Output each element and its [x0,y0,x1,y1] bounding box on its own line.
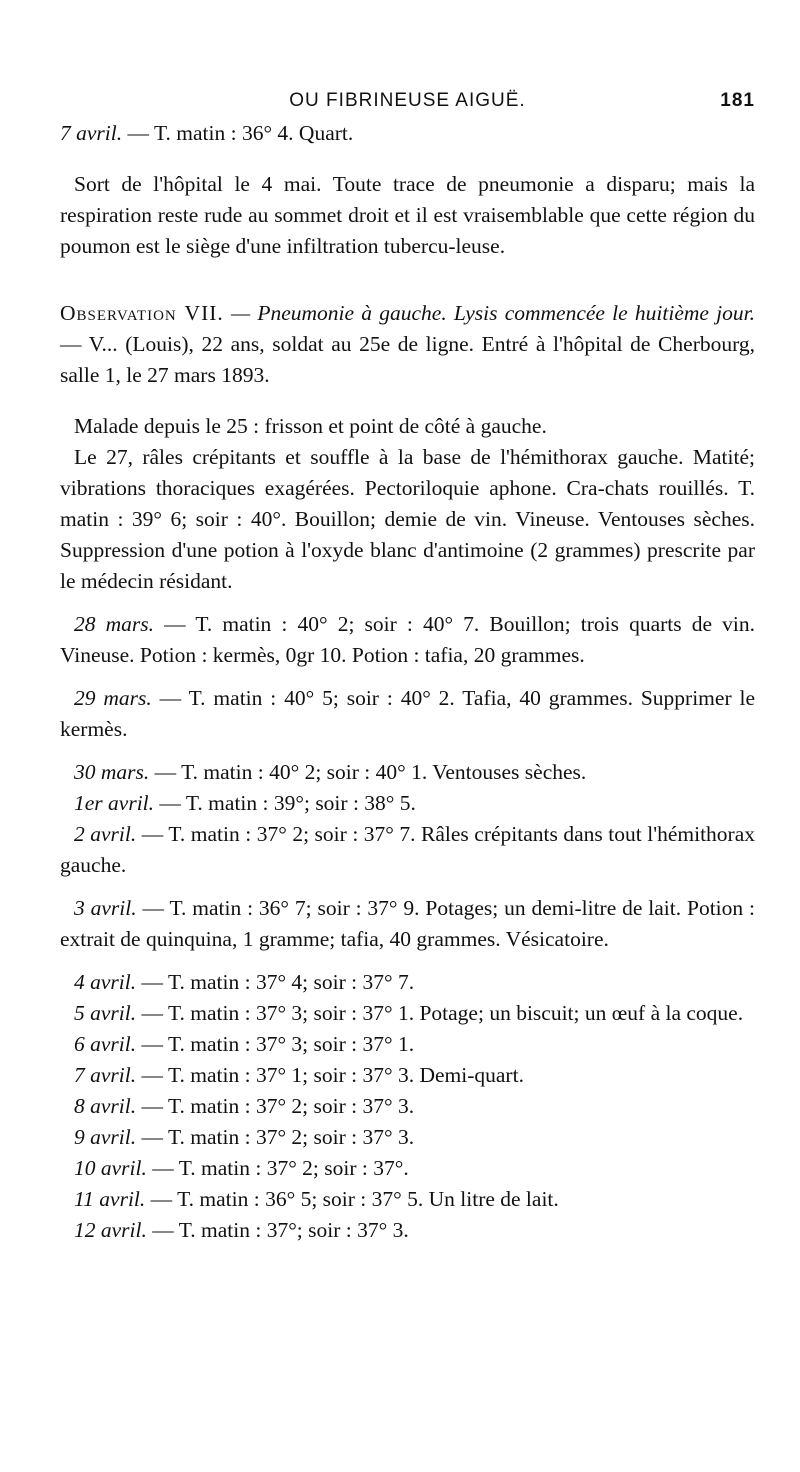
entry-text: — T. matin : 37° 3; soir : 37° 1. [136,1032,415,1056]
entry-date: 7 avril. [60,121,123,145]
paragraph-text: Malade depuis le 25 : frisson et point de côté à gauche. [74,414,547,438]
entry-14 [60,1060,755,1091]
entry-text: — T. matin : 39°; soir : 38° 5. [154,791,416,815]
entry-date: 30 mars. [74,760,150,784]
entry-date: 5 avril. [74,1001,137,1025]
entry-9 [60,819,755,881]
observation-label: Observation VII. [60,301,224,325]
paragraph-text: Sort de l'hôpital le 4 mai. Toute trace de pneumonie a disparu; mais la respiration reste rude au sommet droit et il est vraisemblable que cette région du poumon est le siège d'une infiltration tubercu-leuse. [60,172,755,258]
entry-0 [60,118,755,149]
entry-text: — T. matin : 37°; soir : 37° 3. [146,1218,409,1242]
observation-title: — Pneumonie à gauche. Lysis commencée le huitième jour. [223,301,755,325]
entry-text: — T. matin : 37° 2; soir : 37°. [146,1156,409,1180]
entry-text: — T. matin : 37° 2; soir : 37° 3. [136,1125,415,1149]
entry-18 [60,1184,755,1215]
entry-10 [60,893,755,955]
entry-text: — T. matin : 40° 5; soir : 40° 2. Tafia, 40 grammes. Supprimer le kermès. [60,686,755,741]
entry-13 [60,1029,755,1060]
entry-16 [60,1122,755,1153]
entry-text: — T. matin : 40° 2; soir : 40° 1. Ventouses sèches. [149,760,587,784]
entry-date: 29 mars. [74,686,152,710]
entry-text: — T. matin : 37° 4; soir : 37° 7. [136,970,415,994]
entry-6 [60,683,755,745]
entry-text: — T. matin : 37° 1; soir : 37° 3. Demi-quart. [136,1063,524,1087]
entry-17 [60,1153,755,1184]
entry-date: 9 avril. [74,1125,137,1149]
entry-12 [60,998,755,1029]
document-page [60,80,755,1246]
entry-5 [60,609,755,671]
entry-text: — T. matin : 36° 7; soir : 37° 9. Potages; un demi-litre de lait. Potion : extrait de quinquina, 1 gramme; tafia, 40 grammes. Vésicatoire. [60,896,755,951]
entry-date: 6 avril. [74,1032,137,1056]
entry-date: 28 mars. [74,612,154,636]
entry-8 [60,788,755,819]
entry-19 [60,1215,755,1246]
entry-4 [60,442,755,597]
entry-15 [60,1091,755,1122]
page-number: 181 [720,90,755,111]
entry-date: 7 avril. [74,1063,137,1087]
observation-text: — V... (Louis), 22 ans, soldat au 25e de ligne. Entré à l'hôpital de Cherbourg, salle 1, le 27 mars 1893. [60,332,755,387]
entry-date: 1er avril. [74,791,155,815]
running-title: OU FIBRINEUSE AIGUË. [289,90,526,111]
running-header [60,80,755,114]
entry-text: — T. matin : 36° 4. Quart. [122,121,354,145]
paragraph-text: Le 27, râles crépitants et souffle à la base de l'hémithorax gauche. Matité; vibrations thoraciques exagérées. Pectoriloquie aphone. Cra-chats rouillés. T. matin : 39° 6; soir : 40°. Bouillon; demie de vin. Vineuse. Ventouses sèches. Suppression d'une potion à l'oxyde blanc d'antimoine (2 grammes) prescrite par le médecin résidant. [60,445,755,593]
entry-date: 10 avril. [74,1156,147,1180]
entry-text: — T. matin : 37° 2; soir : 37° 7. Râles crépitants dans tout l'hémithorax gauche. [60,822,755,877]
entry-date: 12 avril. [74,1218,147,1242]
entry-date: 8 avril. [74,1094,137,1118]
entry-date: 3 avril. [74,896,137,920]
entry-text: — T. matin : 37° 2; soir : 37° 3. [136,1094,415,1118]
entry-11 [60,967,755,998]
observation-heading [60,298,755,391]
entry-text: — T. matin : 36° 5; soir : 37° 5. Un litre de lait. [145,1187,559,1211]
entry-date: 11 avril. [74,1187,146,1211]
entry-date: 2 avril. [74,822,137,846]
entry-text: — T. matin : 40° 2; soir : 40° 7. Bouillon; trois quarts de vin. Vineuse. Potion : kermès, 0gr 10. Potion : tafia, 20 grammes. [60,612,755,667]
entry-date: 4 avril. [74,970,137,994]
entry-3 [60,411,755,442]
entry-7 [60,757,755,788]
discharge-paragraph [60,169,755,262]
entry-text: — T. matin : 37° 3; soir : 37° 1. Potage; un biscuit; un œuf à la coque. [136,1001,744,1025]
